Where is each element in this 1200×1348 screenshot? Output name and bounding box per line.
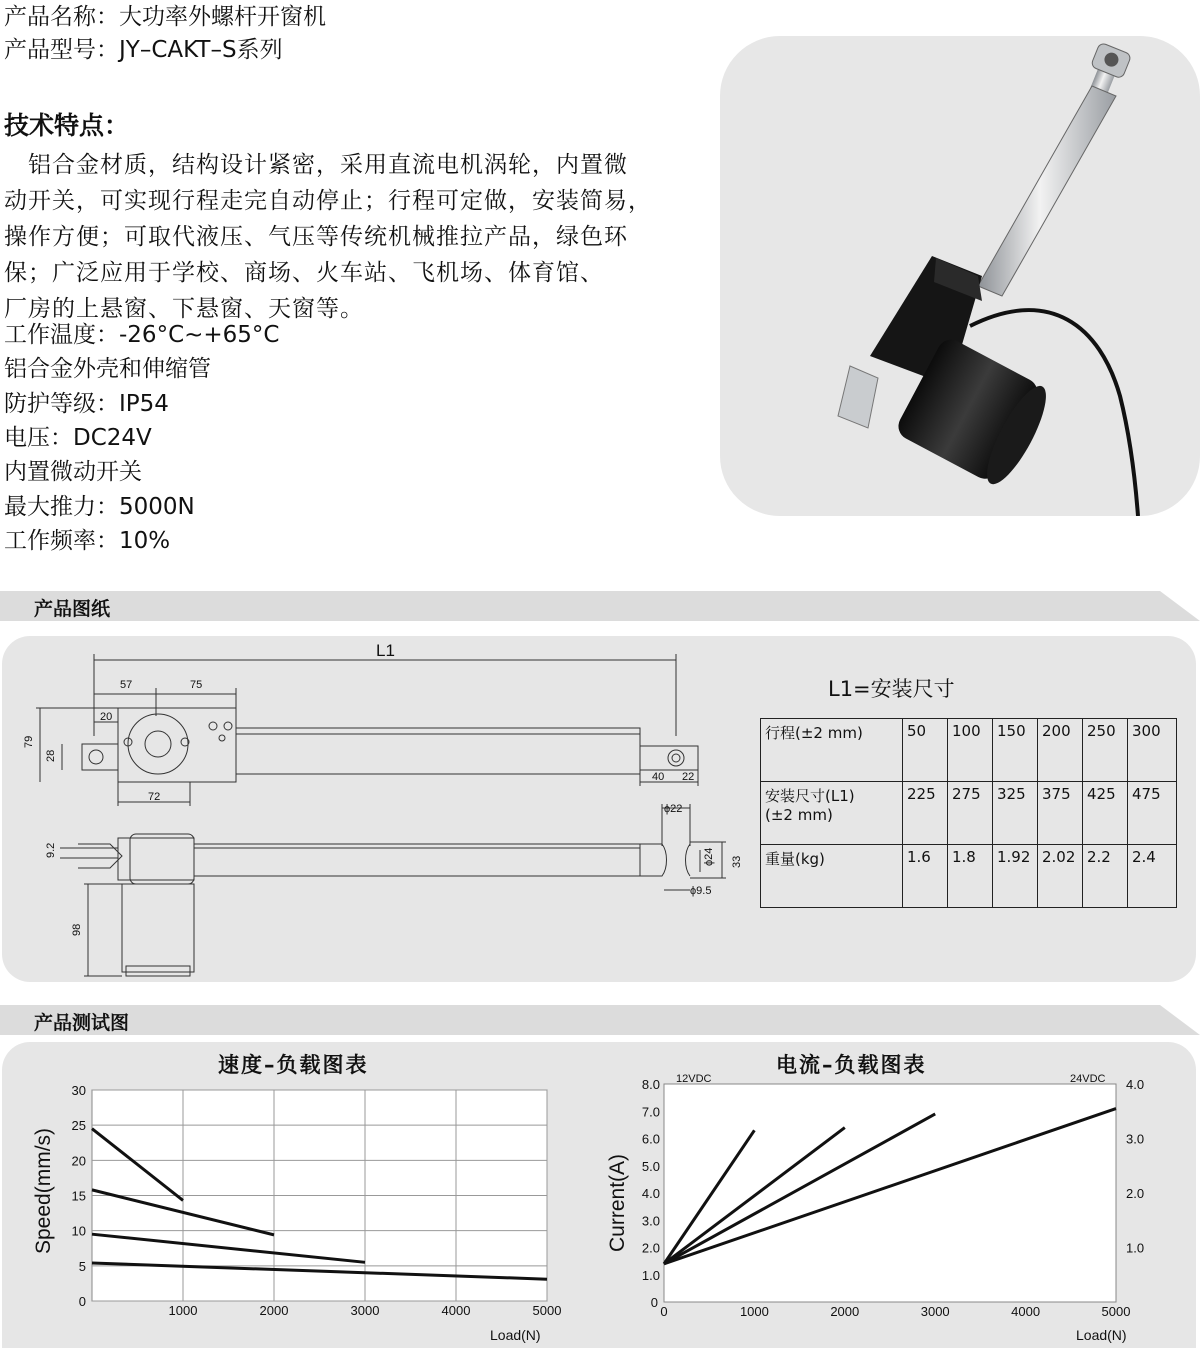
y-axis-label: Speed(mm/s): [32, 1127, 55, 1254]
table-cell: 2.4: [1128, 845, 1177, 908]
y-tick-label: 30: [71, 1083, 86, 1098]
x-tick-label: 1000: [739, 1304, 769, 1319]
y-tick-label: 2.0: [641, 1240, 660, 1256]
table-row: [761, 719, 1177, 782]
table-cell: 425: [1083, 782, 1128, 845]
table-cell: 行程(±2 mm): [761, 719, 903, 782]
current-load-chart: [600, 1042, 1200, 1348]
table-cell: 275: [948, 782, 993, 845]
table-cell: 2.02: [1038, 845, 1083, 908]
y-tick-label: 25: [71, 1118, 86, 1134]
current-chart-title: 电流–负载图表: [776, 1053, 927, 1077]
y-tick-label: 7.0: [641, 1104, 660, 1120]
x-tick-label: 2000: [830, 1304, 860, 1319]
y-right-tick-label: 1.0: [1126, 1240, 1145, 1256]
dim-40: 40: [652, 771, 665, 783]
spec-temperature: 工作温度：-26°C~+65°C: [4, 322, 280, 348]
dim-72: 72: [148, 791, 161, 803]
y-tick-label: 1.0: [641, 1267, 660, 1283]
dim-57: 57: [120, 679, 133, 691]
dim-phi24: ϕ24: [703, 847, 715, 866]
spec-switch: 内置微动开关: [4, 459, 142, 485]
actuator-illustration: [720, 36, 1200, 516]
y-tick-label: 4.0: [641, 1186, 660, 1201]
product-photo: [720, 36, 1200, 516]
x-tick-label: 1000: [168, 1303, 198, 1318]
desc-line: 铝合金材质，结构设计紧密，采用直流电机涡轮，内置微: [4, 152, 628, 178]
spec-housing: 铝合金外壳和伸缩管: [4, 356, 211, 382]
features-title: 技术特点：: [4, 111, 130, 140]
spec-duty-cycle: 工作频率：10%: [4, 528, 171, 554]
table-cell: 200: [1038, 719, 1083, 782]
table-cell: 100: [948, 719, 993, 782]
table-cell: 325: [993, 782, 1038, 845]
dim-75: 75: [190, 679, 203, 691]
y-tick-label: 0: [650, 1295, 658, 1310]
dim-20: 20: [100, 711, 113, 723]
x-tick-label: 0: [660, 1304, 668, 1319]
right-axis-voltage-label: 24VDC: [1070, 1073, 1106, 1085]
product-model: 产品型号：JY–CAKT–S系列: [4, 37, 283, 63]
section-label-test: 产品测试图: [34, 1012, 130, 1034]
y-tick-label: 5: [78, 1258, 86, 1274]
y-tick-label: 20: [71, 1153, 86, 1169]
dim-l1: L1: [376, 641, 395, 660]
speed-load-chart: [0, 1042, 600, 1348]
left-axis-voltage-label: 12VDC: [676, 1073, 712, 1085]
spec-protection: 防护等级：IP54: [4, 391, 169, 417]
plot-area: [664, 1084, 1116, 1302]
dim-79: 79: [23, 735, 35, 748]
spec-voltage: 电压：DC24V: [4, 425, 152, 451]
x-tick-label: 5000: [1101, 1304, 1131, 1319]
table-cell: 安装尺寸(L1) (±2 mm): [761, 782, 903, 845]
desc-line: 厂房的上悬窗、下悬窗、天窗等。: [4, 296, 364, 322]
table-cell: 475: [1128, 782, 1177, 845]
table-cell: 2.2: [1083, 845, 1128, 908]
dim-33: 33: [731, 855, 743, 868]
section-band-test: [0, 1005, 1200, 1035]
table-cell: 150: [993, 719, 1038, 782]
section-label-drawing: 产品图纸: [34, 598, 111, 620]
section-band-drawing: [0, 591, 1200, 621]
y-tick-label: 5.0: [641, 1158, 660, 1174]
table-cell: 300: [1128, 719, 1177, 782]
y-tick-label: 15: [71, 1188, 86, 1204]
desc-line: 保；广泛应用于学校、商场、火车站、飞机场、体育馆、: [4, 260, 604, 286]
table-cell: 225: [903, 782, 948, 845]
table-cell: 50: [903, 719, 948, 782]
y-right-tick-label: 2.0: [1126, 1186, 1145, 1201]
x-tick-label: 4000: [1011, 1304, 1041, 1319]
dim-9-2: 9.2: [45, 842, 57, 858]
y-axis-label: Current(A): [606, 1153, 629, 1252]
table-cell: 重量(kg): [761, 845, 903, 908]
table-cell: 250: [1083, 719, 1128, 782]
table-row: [761, 845, 1177, 908]
x-axis-label: Load(N): [490, 1327, 541, 1343]
y-right-tick-label: 3.0: [1126, 1131, 1145, 1147]
product-name: 产品名称：大功率外螺杆开窗机: [4, 4, 326, 30]
x-tick-label: 4000: [441, 1303, 471, 1318]
x-tick-label: 3000: [920, 1304, 950, 1319]
spec-table: [760, 718, 1177, 908]
y-tick-label: 6.0: [641, 1131, 660, 1147]
dim-98: 98: [71, 923, 83, 936]
table-cell: 375: [1038, 782, 1083, 845]
x-axis-label: Load(N): [1076, 1327, 1127, 1343]
table-cell: 1.6: [903, 845, 948, 908]
dim-22: 22: [682, 771, 695, 783]
table-cell: 1.92: [993, 845, 1038, 908]
speed-chart-title: 速度–负载图表: [218, 1053, 369, 1077]
x-tick-label: 5000: [532, 1303, 562, 1318]
desc-line: 操作方便；可取代液压、气压等传统机械推拉产品，绿色环: [4, 224, 628, 250]
table-title: L1=安装尺寸: [828, 677, 955, 701]
y-right-tick-label: 4.0: [1126, 1077, 1145, 1092]
table-cell: 1.8: [948, 845, 993, 908]
technical-drawing: [0, 636, 760, 982]
desc-line: 动开关，可实现行程走完自动停止；行程可定做，安装简易，: [4, 188, 652, 214]
y-tick-label: 8.0: [641, 1077, 660, 1092]
y-tick-label: 10: [71, 1223, 86, 1239]
x-tick-label: 2000: [259, 1303, 289, 1318]
dim-phi9-5: ϕ9.5: [690, 885, 712, 897]
spec-max-thrust: 最大推力：5000N: [4, 494, 195, 520]
dim-phi22: ϕ22: [664, 803, 683, 815]
dim-28: 28: [45, 749, 57, 762]
y-tick-label: 0: [78, 1294, 86, 1309]
y-tick-label: 3.0: [641, 1213, 660, 1229]
features-description: [4, 147, 704, 327]
x-tick-label: 3000: [350, 1303, 380, 1318]
table-row: [761, 782, 1177, 845]
